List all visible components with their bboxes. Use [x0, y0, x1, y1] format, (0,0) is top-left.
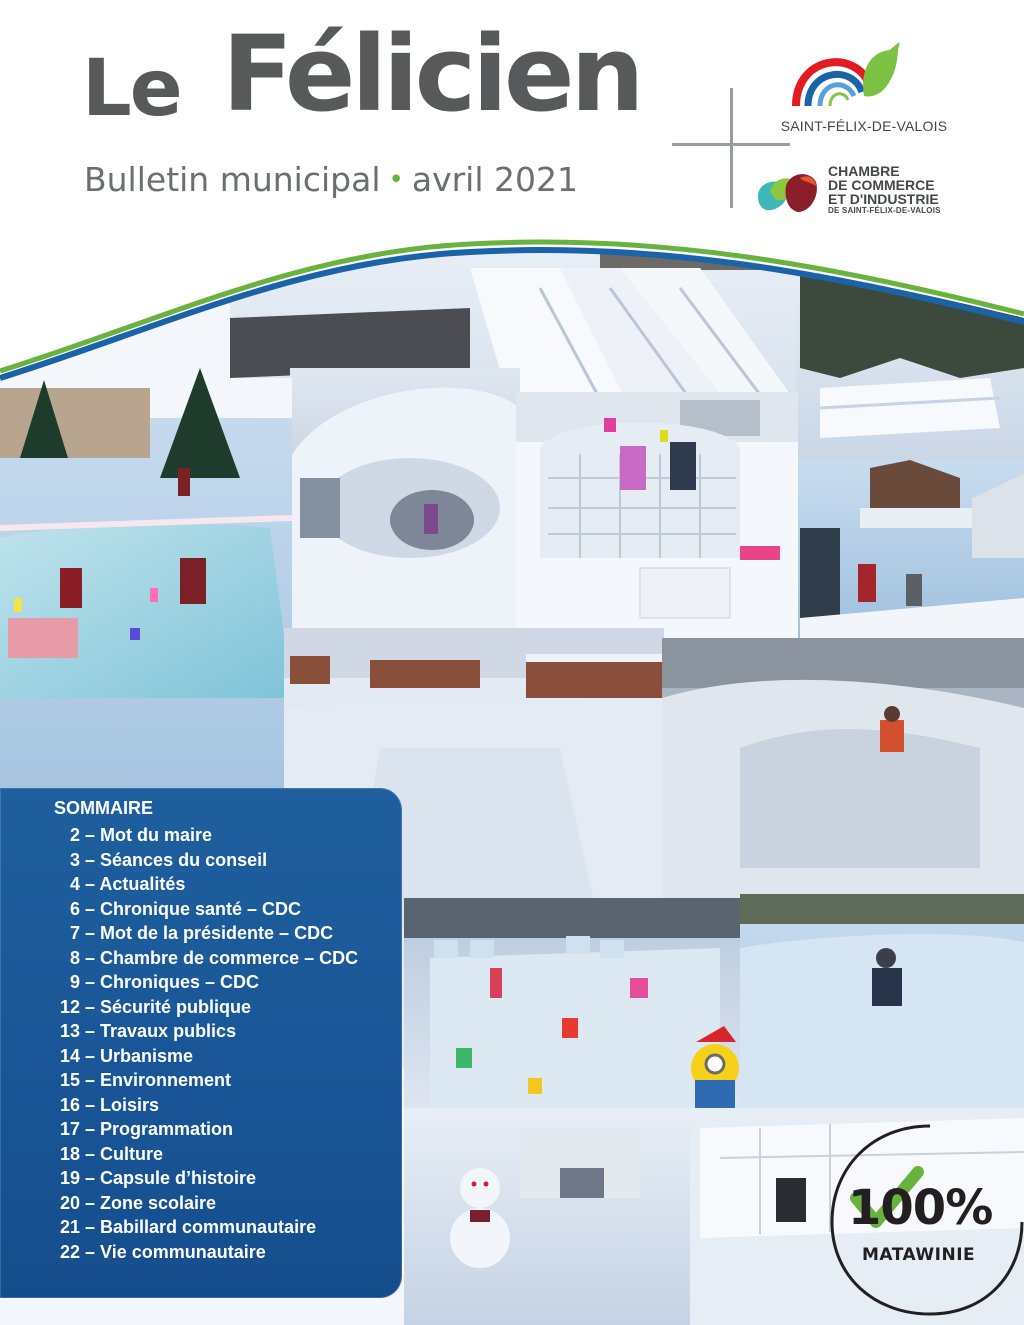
toc-item[interactable]: 9 – Chroniques – CDC — [69, 972, 260, 992]
toc-item[interactable]: 14 – Urbanisme — [59, 1045, 194, 1066]
toc-item[interactable]: 3 – Séances du conseil — [69, 849, 268, 870]
subtitle-bulletin: Bulletin municipal — [84, 160, 381, 199]
cross-divider-vertical — [730, 88, 733, 208]
subtitle-date: avril 2021 — [411, 160, 578, 199]
toc-item[interactable]: 21 – Babillard communautaire — [59, 1217, 317, 1237]
subtitle-separator: • — [388, 165, 404, 195]
chamber-line-4: DE SAINT-FÉLIX-DE-VALOIS — [828, 206, 941, 215]
chamber-logo-icon — [756, 168, 822, 216]
toc-item[interactable]: 12 – Sécurité publique — [59, 996, 252, 1017]
toc-list — [52, 823, 358, 1264]
toc-item[interactable]: 7 – Mot de la présidente – CDC — [69, 923, 334, 943]
photo-igloo-wall-kids — [516, 392, 798, 638]
toc-item[interactable]: 20 – Zone scolaire — [59, 1192, 217, 1213]
toc-item[interactable]: 17 – Programmation — [59, 1119, 234, 1139]
photo-child-on-wall — [740, 894, 1024, 1134]
municipality-logo-icon — [790, 36, 902, 114]
toc-item[interactable]: 15 – Environnement — [59, 1070, 232, 1090]
table-of-contents — [0, 788, 402, 1298]
title-prefix: Le — [82, 44, 181, 134]
toc-item[interactable]: 19 – Capsule d’histoire — [59, 1168, 257, 1188]
toc-item[interactable]: 8 – Chambre de commerce – CDC — [69, 947, 359, 968]
toc-title: SOMMAIRE — [54, 798, 153, 818]
chamber-line-3: ET D'INDUSTRIE — [828, 191, 939, 207]
toc-item[interactable]: 16 – Loisirs — [59, 1094, 160, 1115]
photo-igloo-round — [290, 368, 520, 628]
toc-item[interactable]: 6 – Chronique santé – CDC — [69, 898, 302, 919]
toc-item[interactable]: 18 – Culture — [59, 1143, 164, 1164]
toc-item[interactable]: 22 – Vie communautaire — [59, 1241, 266, 1262]
chamber-name — [828, 164, 941, 216]
chamber-line-1: CHAMBRE — [828, 163, 900, 179]
toc-item[interactable]: 13 – Travaux publics — [59, 1021, 237, 1041]
badge-percent: 100% — [848, 1180, 993, 1236]
chamber-line-2: DE COMMERCE — [828, 177, 935, 193]
publication-title: Félicien — [222, 13, 641, 135]
photo-snow-mound-child — [662, 638, 1024, 898]
badge-region-name: MATAWINIE — [862, 1245, 976, 1265]
photo-backyard-fort — [796, 460, 1024, 638]
toc-item[interactable]: 4 – Actualités — [69, 874, 186, 894]
issue-subtitle — [84, 160, 578, 199]
municipality-name: SAINT-FÉLIX-DE-VALOIS — [780, 118, 948, 134]
toc-item[interactable]: 2 – Mot du maire — [69, 825, 213, 845]
